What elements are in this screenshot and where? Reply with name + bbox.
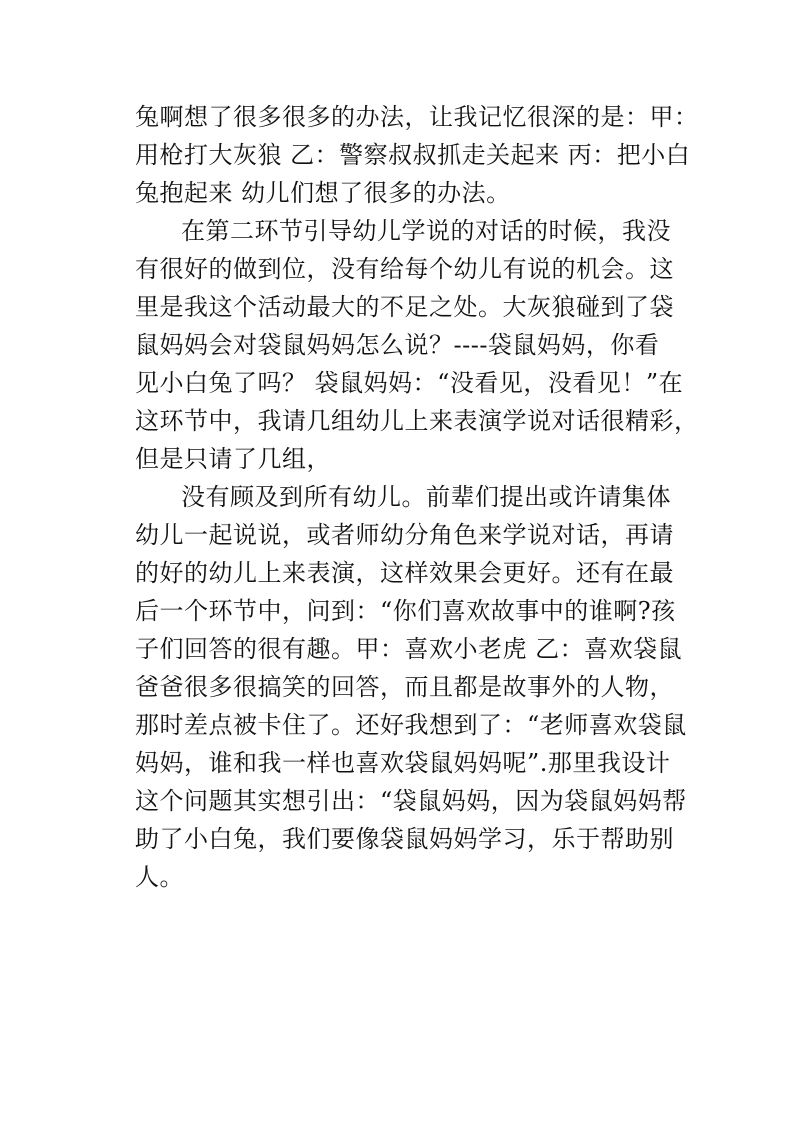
text-line: 用枪打大灰狼 乙：警察叔叔抓走关起来 丙：把小白 [135, 141, 691, 169]
text-line: 有很好的做到位，没有给每个幼儿有说的机会。这 [135, 255, 674, 283]
text-line: 那时差点被卡住了。还好我想到了：“老师喜欢袋鼠 [135, 711, 687, 739]
text-line: 这环节中，我请几组幼儿上来表演学说对话很精彩， [135, 407, 699, 435]
text-line: 妈妈，谁和我一样也喜欢袋鼠妈妈呢”.那里我设计 [135, 749, 671, 777]
text-line: 这个问题其实想引出：“袋鼠妈妈，因为袋鼠妈妈帮 [135, 787, 687, 815]
text-line: 助了小白兔，我们要像袋鼠妈妈学习，乐于帮助别 [135, 825, 674, 853]
text-line: 没有顾及到所有幼儿。前辈们提出或许请集体 [181, 483, 671, 511]
text-line: 在第二环节引导幼儿学说的对话的时候，我没 [181, 217, 671, 245]
text-line: 爸爸很多很搞笑的回答，而且都是故事外的人物， [135, 673, 674, 701]
body-text [135, 98, 699, 896]
text-line: 的好的幼儿上来表演，这样效果会更好。还有在最 [135, 559, 674, 587]
text-line: 见小白兔了吗？ 袋鼠妈妈：“没看见，没看见！”在 [135, 369, 684, 397]
text-line: 兔啊想了很多很多的办法，让我记忆很深的是：甲： [135, 103, 699, 131]
text-line: 后一个环节中，问到：“你们喜欢故事中的谁啊?孩 [135, 597, 676, 625]
text-line: 兔抱起来 幼儿们想了很多的办法。 [135, 179, 511, 207]
text-line: 但是只请了几组， [135, 445, 331, 473]
text-line: 里是我这个活动最大的不足之处。大灰狼碰到了袋 [135, 293, 674, 321]
text-line: 人。 [135, 863, 184, 891]
text-line: 鼠妈妈会对袋鼠妈妈怎么说？----袋鼠妈妈，你看 [135, 331, 660, 359]
text-line: 幼儿一起说说，或者师幼分角色来学说对话，再请 [135, 521, 674, 549]
text-line: 子们回答的很有趣。甲：喜欢小老虎 乙：喜欢袋鼠 [135, 635, 683, 663]
